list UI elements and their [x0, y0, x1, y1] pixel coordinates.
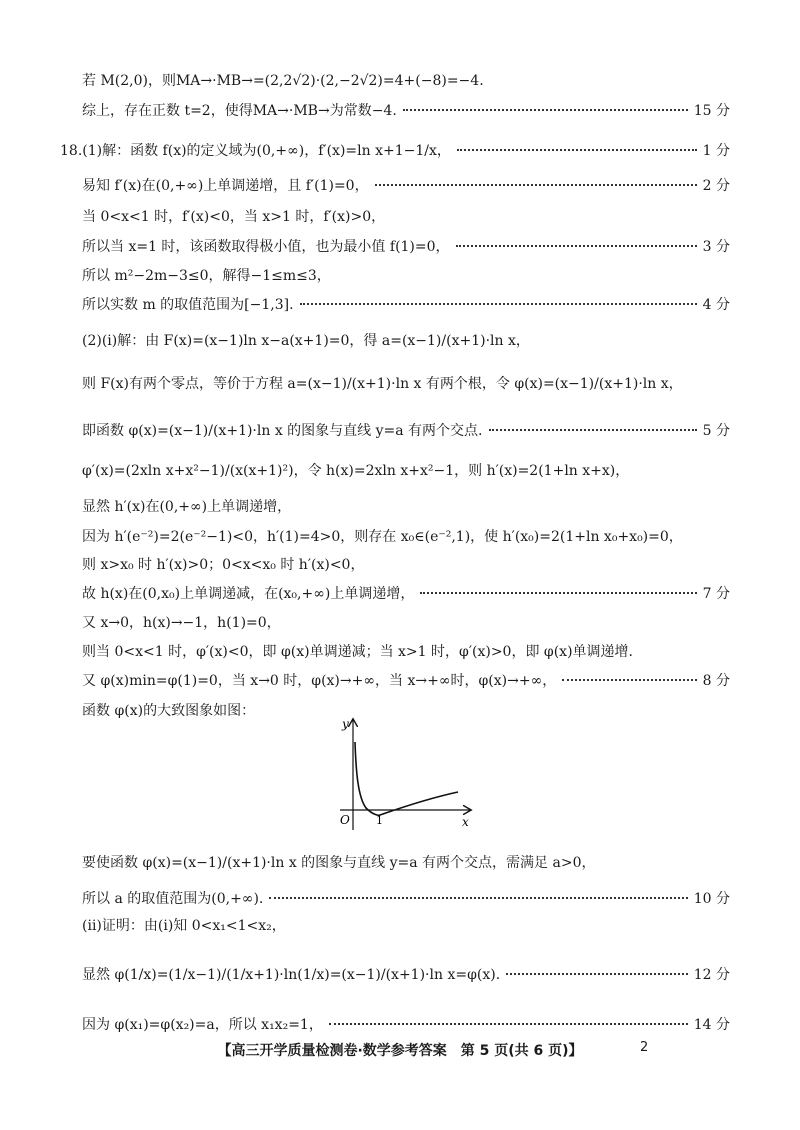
corner-mark: 2	[640, 1040, 649, 1055]
solution-line: 即函数 φ(x)=(x−1)/(x+1)·ln x 的图象与直线 y=a 有两个交点. 5 分	[82, 420, 730, 440]
solution-line: 显然 φ(1/x)=(1/x−1)/(1/x+1)·ln(1/x)=(x−1)/(x+1)·ln x=φ(x). 12 分	[82, 964, 730, 984]
score-mark: 4 分	[702, 297, 730, 313]
page-footer: 【高三开学质量检测卷·数学参考答案 第 5 页(共 6 页)】	[217, 1043, 583, 1059]
solution-line: 因为 φ(x₁)=φ(x₂)=a，所以 x₁x₂=1， 14 分	[82, 1014, 730, 1034]
solution-line: 因为 h′(e⁻²)=2(e⁻²−1)<0，h′(1)=4>0，则存在 x₀∈(e⁻²,1)，使 h′(x₀)=2(1+ln x₀+x₀)=0，	[82, 529, 683, 545]
solution-line: 易知 f′(x)在(0,+∞)上单调递增，且 f′(1)=0， 2 分	[82, 175, 730, 195]
score-mark: 3 分	[702, 239, 730, 255]
score-mark: 10 分	[693, 891, 730, 907]
solution-line: 函数 φ(x)的大致图象如图：	[82, 703, 256, 719]
leader-dots	[562, 679, 696, 681]
solution-line: (2)(ⅰ)解：由 F(x)=(x−1)ln x−a(x+1)=0，得 a=(x−1)/(x+1)·ln x，	[82, 333, 530, 349]
solution-line: 18.(1)解：函数 f(x)的定义域为(0,+∞)，f′(x)=ln x+1−1/x， 1 分	[60, 140, 730, 160]
solution-line: (ⅱ)证明：由(ⅰ)知 0<x₁<1<x₂，	[82, 918, 286, 934]
function-graph	[320, 712, 480, 837]
solution-line: 所以当 x=1 时，该函数取得极小值，也为最小值 f(1)=0， 3 分	[82, 236, 730, 256]
score-mark: 12 分	[693, 967, 730, 983]
leader-dots	[300, 303, 697, 305]
origin-label: O	[340, 813, 350, 827]
solution-line: 当 0<x<1 时，f′(x)<0，当 x>1 时，f′(x)>0，	[82, 209, 386, 225]
solution-line: φ′(x)=(2xln x+x²−1)/(x(x+1)²)，令 h(x)=2xln x+x²−1，则 h′(x)=2(1+ln x+x)，	[82, 463, 630, 479]
leader-dots	[329, 1023, 688, 1025]
solution-line: 所以实数 m 的取值范围为[−1,3]. 4 分	[82, 294, 730, 314]
solution-line: 则当 0<x<1 时，φ′(x)<0，即 φ(x)单调递减；当 x>1 时，φ′(x)>0，即 φ(x)单调递增.	[82, 644, 633, 660]
score-mark: 5 分	[702, 423, 730, 439]
leader-dots	[403, 109, 688, 111]
solution-line: 又 x→0，h(x)→−1，h(1)=0，	[82, 615, 281, 631]
leader-dots	[269, 897, 687, 899]
score-mark: 2 分	[702, 178, 730, 194]
solution-line: 显然 h′(x)在(0,+∞)上单调递增，	[82, 499, 292, 515]
solution-line: 综上，存在正数 t=2，使得MA→·MB→为常数−4. 15 分	[82, 100, 730, 120]
leader-dots	[375, 184, 697, 186]
solution-line: 故 h(x)在(0,x₀)上单调递减，在(x₀,+∞)上单调递增， 7 分	[82, 583, 730, 603]
leader-dots	[489, 429, 697, 431]
y-axis-label: y	[342, 717, 349, 731]
solution-line: 若 M(2,0)，则MA→·MB→=(2,2√2)·(2,−2√2)=4+(−8)=−4.	[82, 73, 484, 89]
tick-label-1: 1	[376, 814, 383, 827]
leader-dots	[456, 245, 697, 247]
solution-line: 则 x>x₀ 时 h′(x)>0；0<x<x₀ 时 h′(x)<0，	[82, 557, 365, 573]
leader-dots	[457, 149, 697, 151]
solution-line: 所以 a 的取值范围为(0,+∞). 10 分	[82, 888, 730, 908]
score-mark: 7 分	[702, 586, 730, 602]
score-mark: 15 分	[693, 103, 730, 119]
solution-line: 所以 m²−2m−3≤0，解得−1≤m≤3，	[82, 268, 331, 284]
score-mark: 1 分	[702, 143, 730, 159]
leader-dots	[506, 973, 688, 975]
solution-line: 要使函数 φ(x)=(x−1)/(x+1)·ln x 的图象与直线 y=a 有两个交点，需满足 a>0，	[82, 855, 596, 871]
solution-line: 又 φ(x)min=φ(1)=0，当 x→0 时，φ(x)→+∞，当 x→+∞时，φ(x)→+∞， 8 分	[82, 670, 730, 690]
score-mark: 8 分	[702, 673, 730, 689]
x-axis-label: x	[462, 815, 469, 829]
phi-curve	[355, 742, 458, 815]
solution-line: 则 F(x)有两个零点，等价于方程 a=(x−1)/(x+1)·ln x 有两个根，令 φ(x)=(x−1)/(x+1)·ln x，	[82, 376, 683, 392]
leader-dots	[420, 592, 696, 594]
score-mark: 14 分	[693, 1017, 730, 1033]
